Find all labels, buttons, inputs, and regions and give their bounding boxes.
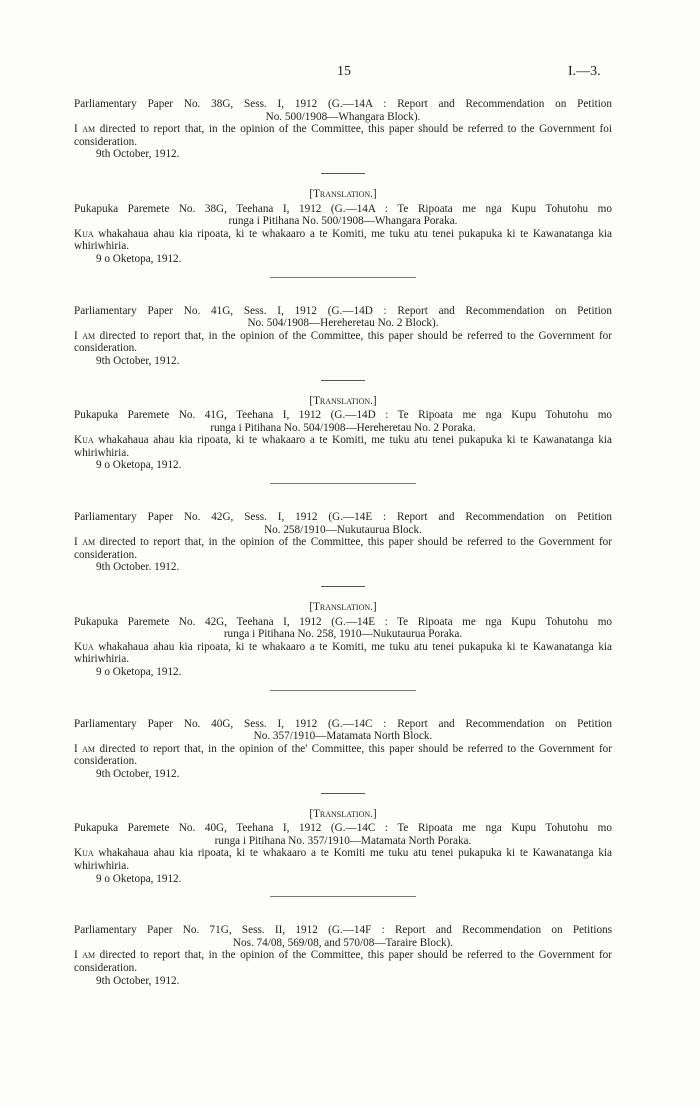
- notice-heading: [74, 822, 612, 835]
- notice-heading: [74, 98, 612, 111]
- notice-heading: [74, 616, 612, 629]
- heading-text: No. 40G, Teehana I, 1912 (G.—14C : Te Ripoata me nga Kupu Tohutohu mo: [169, 822, 612, 835]
- notice-body: [74, 949, 612, 974]
- page-header: [0, 66, 700, 82]
- notice-heading-cont: runga i Pitihana No. 504/1908—Hereheretau No. 2 Poraka.: [210, 421, 476, 434]
- paper-reference: I.—3.: [568, 64, 601, 79]
- heading-text: No. 42G, Sess. I, 1912 (G.—14E : Report and Recommendation on Petition: [173, 511, 612, 524]
- body-text: directed to report that, in the opinion of the' Committee, this paper should be referred to the Government for consideration.: [74, 742, 612, 768]
- translation-label: [Translation.]: [309, 807, 377, 820]
- english-notice: [74, 924, 612, 987]
- heading-text: No. 41G, Sess. I, 1912 (G.—14D : Report and Recommendation on Petition: [173, 304, 612, 317]
- heading-text: No. 40G, Sess. I, 1912 (G.—14C : Report and Recommendation on Petition: [173, 717, 612, 730]
- body-lead: I am: [74, 329, 96, 342]
- notice-heading-cont: No. 504/1908—Hereheretau No. 2 Block).: [247, 317, 439, 330]
- section-divider: [270, 277, 416, 278]
- body-text: whakahaua ahau kia ripoata, ki te whakaaro a te Komiti, me tuku atu tenei pukapuka ki te Kawanatanga kia whiriwhiria.: [74, 434, 612, 459]
- heading-lead: Parliamentary Paper: [74, 717, 174, 730]
- english-notice: [74, 718, 612, 781]
- heading-lead: Parliamentary Paper: [74, 924, 173, 937]
- paper-entry: [74, 511, 612, 691]
- document-body: [74, 98, 612, 987]
- notice-date: 9th October, 1912.: [96, 354, 180, 367]
- notice-heading: [74, 718, 612, 731]
- body-text: directed to report that, in the opinion of the Committee, this paper should be referred to the Government foi consideration.: [74, 123, 612, 148]
- notice-heading: [74, 203, 612, 216]
- heading-text: No. 41G, Teehana I, 1912 (G.—14D : Te Ripoata me nga Kupu Tohutohu mo: [169, 409, 612, 422]
- body-text: directed to report that, in the opinion of the Committee, this paper should be referred to the Government for consideration.: [74, 329, 612, 355]
- notice-date: 9 o Oketopa, 1912.: [96, 252, 182, 265]
- heading-text: No. 38G, Sess. I, 1912 (G.—14A : Report and Recommendation on Petition: [173, 98, 612, 110]
- notice-heading-cont: No. 500/1908—Whangara Block).: [265, 110, 421, 123]
- notice-body: [74, 641, 612, 666]
- heading-lead: Parliamentary Paper: [74, 98, 174, 110]
- heading-lead: Pukapuka Paremete: [74, 615, 170, 628]
- notice-date: 9 o Oketopa, 1912.: [96, 872, 182, 885]
- notice-date: 9 o Oketopa, 1912.: [96, 666, 182, 678]
- notice-body: [74, 123, 612, 148]
- english-notice: [74, 305, 612, 368]
- body-lead: I am: [74, 123, 96, 136]
- maori-notice: [74, 409, 612, 472]
- short-divider: [321, 173, 365, 174]
- translation-label: [Translation.]: [309, 601, 377, 614]
- body-text: whakahaua ahau kia ripoata, ki te whakaaro a te Komiti, me tuku atu tenei pukapuka ki te Kawanatanga kia whiriwhiria.: [74, 640, 612, 666]
- notice-date: 9th October, 1912.: [96, 148, 180, 161]
- notice-heading-cont: No. 258/1910—Nukutaurua Block.: [264, 523, 422, 536]
- notice-date: 9th October. 1912.: [96, 561, 180, 574]
- notice-heading: [74, 511, 612, 524]
- notice-body: [74, 434, 612, 459]
- translation-label: [Translation.]: [309, 394, 377, 407]
- notice-heading-cont: runga i Pitihana No. 258, 1910—Nukutaurua Poraka.: [223, 628, 463, 641]
- body-lead: Kua: [74, 434, 94, 447]
- paper-entry: [74, 924, 612, 987]
- heading-text: No. 71G, Sess. II, 1912 (G.—14F : Report and Recommendation on Petitions: [172, 924, 612, 937]
- body-lead: Kua: [74, 640, 94, 653]
- body-text: whakahaua ahau kia ripoata, ki te whakaaro a te Komiti, me tuku atu tenei pukapuka ki te Kawanatanga kia whiriwhiria.: [74, 227, 612, 253]
- notice-heading: [74, 305, 612, 318]
- notice-body: [74, 330, 612, 355]
- short-divider: [321, 586, 365, 587]
- english-notice: [74, 98, 612, 161]
- body-lead: Kua: [74, 847, 94, 860]
- heading-text: No. 38G, Teehana I, 1912 (G.—14A : Te Ripoata me nga Kupu Tohutohu mo: [169, 202, 612, 215]
- maori-notice: [74, 616, 612, 679]
- heading-lead: Pukapuka Paremete: [74, 409, 170, 422]
- page-number: 15: [337, 64, 351, 79]
- heading-lead: Parliamentary Paper: [74, 511, 174, 524]
- heading-text: No. 42G, Teehana I, 1912 (G.—14E : Te Ripoata me nga Kupu Tohutohu mo: [169, 615, 612, 628]
- notice-heading-cont: No. 357/1910—Matamata North Block.: [253, 730, 433, 743]
- body-lead: Kua: [74, 227, 94, 240]
- translation-label: [Translation.]: [309, 187, 377, 200]
- heading-lead: Pukapuka Paremete: [74, 202, 170, 215]
- notice-date: 9th October, 1912.: [96, 974, 180, 987]
- body-lead: I am: [74, 536, 96, 549]
- english-notice: [74, 511, 612, 574]
- section-divider: [270, 896, 416, 897]
- body-text: directed to report that, in the opinion of the Committee, this paper should be referred to the Government for consideration.: [74, 949, 612, 974]
- maori-notice: [74, 203, 612, 266]
- short-divider: [321, 380, 365, 381]
- heading-lead: Pukapuka Paremete: [74, 822, 170, 835]
- notice-body: [74, 743, 612, 768]
- short-divider: [321, 793, 365, 794]
- paper-entry: [74, 305, 612, 485]
- notice-heading-cont: runga i Pitihana No. 500/1908—Whangara Poraka.: [228, 215, 458, 228]
- paper-entry: [74, 718, 612, 898]
- notice-heading-cont: Nos. 74/08, 569/08, and 570/08—Taraire Block).: [232, 936, 454, 949]
- notice-body: [74, 847, 612, 872]
- paper-entry: [74, 98, 612, 278]
- notice-date: 9 o Oketopa, 1912.: [96, 459, 182, 472]
- body-lead: I am: [74, 949, 96, 962]
- notice-heading: [74, 409, 612, 422]
- heading-lead: Parliamentary Paper: [74, 304, 173, 317]
- notice-body: [74, 228, 612, 253]
- notice-heading-cont: runga i Pitihana No. 357/1910—Matamata North Poraka.: [214, 834, 472, 847]
- section-divider: [270, 690, 416, 691]
- maori-notice: [74, 822, 612, 885]
- notice-body: [74, 536, 612, 561]
- section-divider: [270, 483, 416, 484]
- body-text: whakahaua ahau kia ripoata, ki te whakaaro a te Komiti me tuku atu tenei pukapuka ki te Kawanatanga kia whiriwhiria.: [74, 847, 612, 872]
- notice-date: 9th October, 1912.: [96, 767, 180, 780]
- notice-heading: [74, 924, 612, 937]
- body-lead: I am: [74, 742, 96, 755]
- body-text: directed to report that, in the opinion of the Committee, this paper should be referred to the Government for consideration.: [74, 536, 612, 561]
